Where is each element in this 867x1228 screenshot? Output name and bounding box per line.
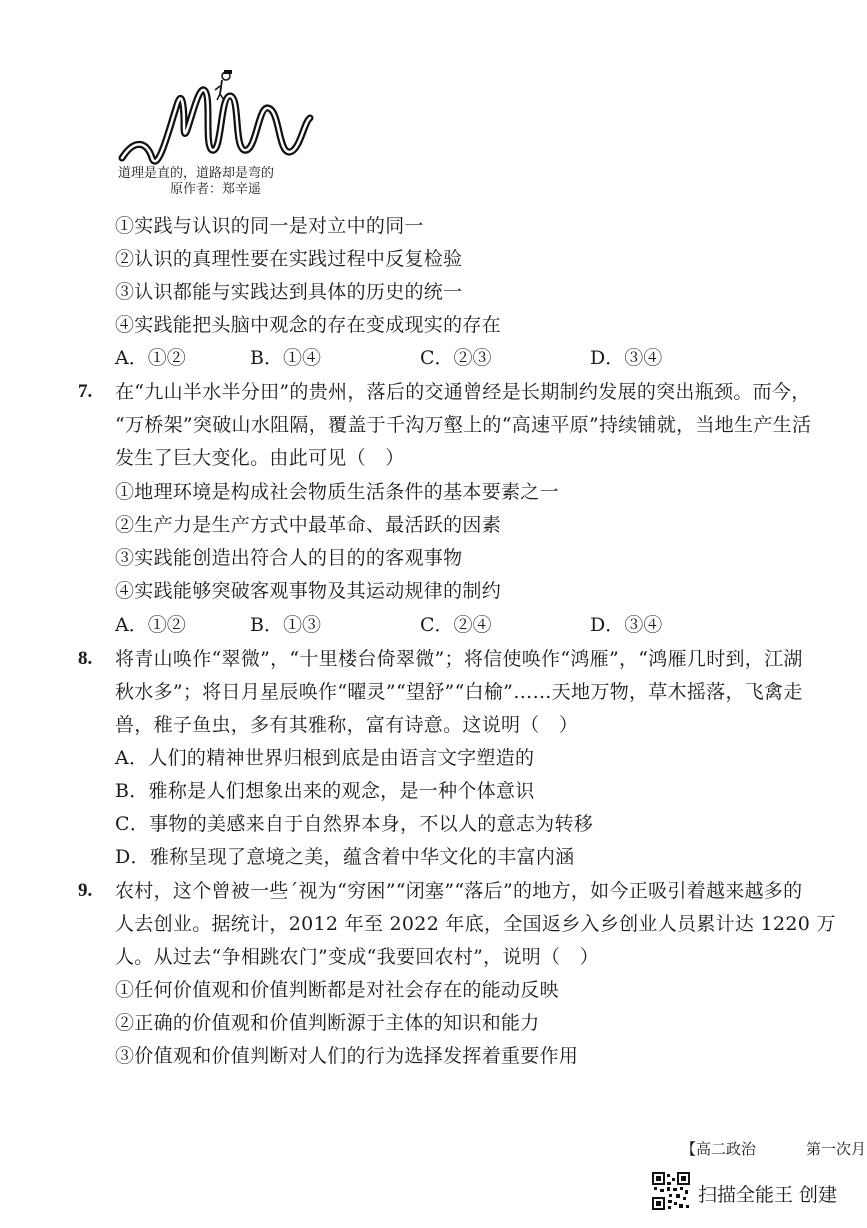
q7-statement-1: ①地理环境是构成社会物质生活条件的基本要素之一 (115, 481, 559, 503)
footer-exam: 第一次月 (806, 1140, 867, 1158)
q7-stem-line-3: 发生了巨大变化。由此可见（ ） (115, 447, 405, 469)
q7-stem-line-2: “万桥架”突破山水阻隔，覆盖于千沟万壑上的“高速平原”持续铺就，当地生产生活 (115, 414, 812, 436)
q9-stem-line-2: 人去创业。据统计，2012 年至 2022 年底，全国返乡入乡创业人员累计达 1220 万 (115, 913, 836, 935)
q6-statement-1: ①实践与认识的同一是对立中的同一 (115, 215, 424, 237)
q9-statement-2: ②正确的价值观和价值判断源于主体的知识和能力 (115, 1012, 540, 1034)
q7-option-c[interactable]: C．②④ (420, 614, 492, 636)
q6-option-b[interactable]: B．①④ (250, 347, 321, 369)
q7-option-a[interactable]: A．①② (115, 614, 186, 636)
cartoon-caption: 道理是直的，道路却是弯的 (118, 166, 275, 181)
q9-statement-3: ③价值观和价值判断对人们的行为选择发挥着重要作用 (115, 1045, 579, 1067)
q7-stem-line-1: 在“九山半水半分田”的贵州，落后的交通曾经是长期制约发展的突出瓶颈。而今， (115, 381, 811, 403)
q9-statement-1: ①任何价值观和价值判断都是对社会存在的能动反映 (115, 979, 559, 1001)
q9-stem-line-3: 人。从过去“争相跳农门”变成“我要回农村”，说明（ ） (115, 946, 599, 968)
q6-option-c[interactable]: C．②③ (420, 347, 492, 369)
cartoon-author: 原作者：郑辛遥 (170, 182, 262, 197)
q7-option-d[interactable]: D．③④ (590, 614, 663, 636)
q8-stem-line-2: 秋水多”；将日月星辰唤作“曜灵”“望舒”“白榆”……天地万物，草木摇落，飞禽走 (115, 681, 803, 703)
q7-statement-2: ②生产力是生产方式中最革命、最活跃的因素 (115, 514, 502, 536)
q8-stem-line-3: 兽，稚子鱼虫，多有其雅称，富有诗意。这说明（ ） (115, 714, 579, 736)
q7-option-b[interactable]: B．①③ (250, 614, 321, 636)
qr-code-icon (652, 1172, 690, 1210)
q7-statement-3: ③实践能创造出符合人的目的的客观事物 (115, 547, 463, 569)
q6-option-d[interactable]: D．③④ (590, 347, 663, 369)
q8-number: 8. (78, 648, 93, 669)
q8-stem-line-1: 将青山唤作“翠微”，“十里楼台倚翠微”；将信使唤作“鸿雁”，“鸿雁几时到，江湖 (115, 648, 803, 670)
q8-option-a[interactable]: A．人们的精神世界归根到底是由语言文字塑造的 (115, 747, 535, 769)
q8-option-b[interactable]: B．雅称是人们想象出来的观念，是一种个体意识 (115, 780, 535, 802)
q8-option-d[interactable]: D．雅称呈现了意境之美，蕴含着中华文化的丰富内涵 (115, 846, 575, 868)
q9-number: 9. (78, 880, 93, 901)
q6-statement-2: ②认识的真理性要在实践过程中反复检验 (115, 248, 463, 270)
q9-stem-line-1: 农村，这个曾被一些ˊ视为“穷困”“闭塞”“落后”的地方，如今正吸引着越来越多的 (115, 880, 803, 902)
q7-number: 7. (78, 381, 93, 402)
q6-statement-4: ④实践能把头脑中观念的存在变成现实的存在 (115, 314, 502, 336)
q6-statement-3: ③认识都能与实践达到具体的历史的统一 (115, 281, 463, 303)
footer-subject: 【高二政治 (681, 1140, 757, 1158)
scanner-watermark: 扫描全能王 创建 (698, 1184, 838, 1206)
q6-option-a[interactable]: A．①② (115, 347, 186, 369)
winding-road-drawing (118, 66, 318, 166)
q8-option-c[interactable]: C．事物的美感来自于自然界本身，不以人的意志为转移 (115, 813, 594, 835)
q7-statement-4: ④实践能够突破客观事物及其运动规律的制约 (115, 580, 502, 602)
